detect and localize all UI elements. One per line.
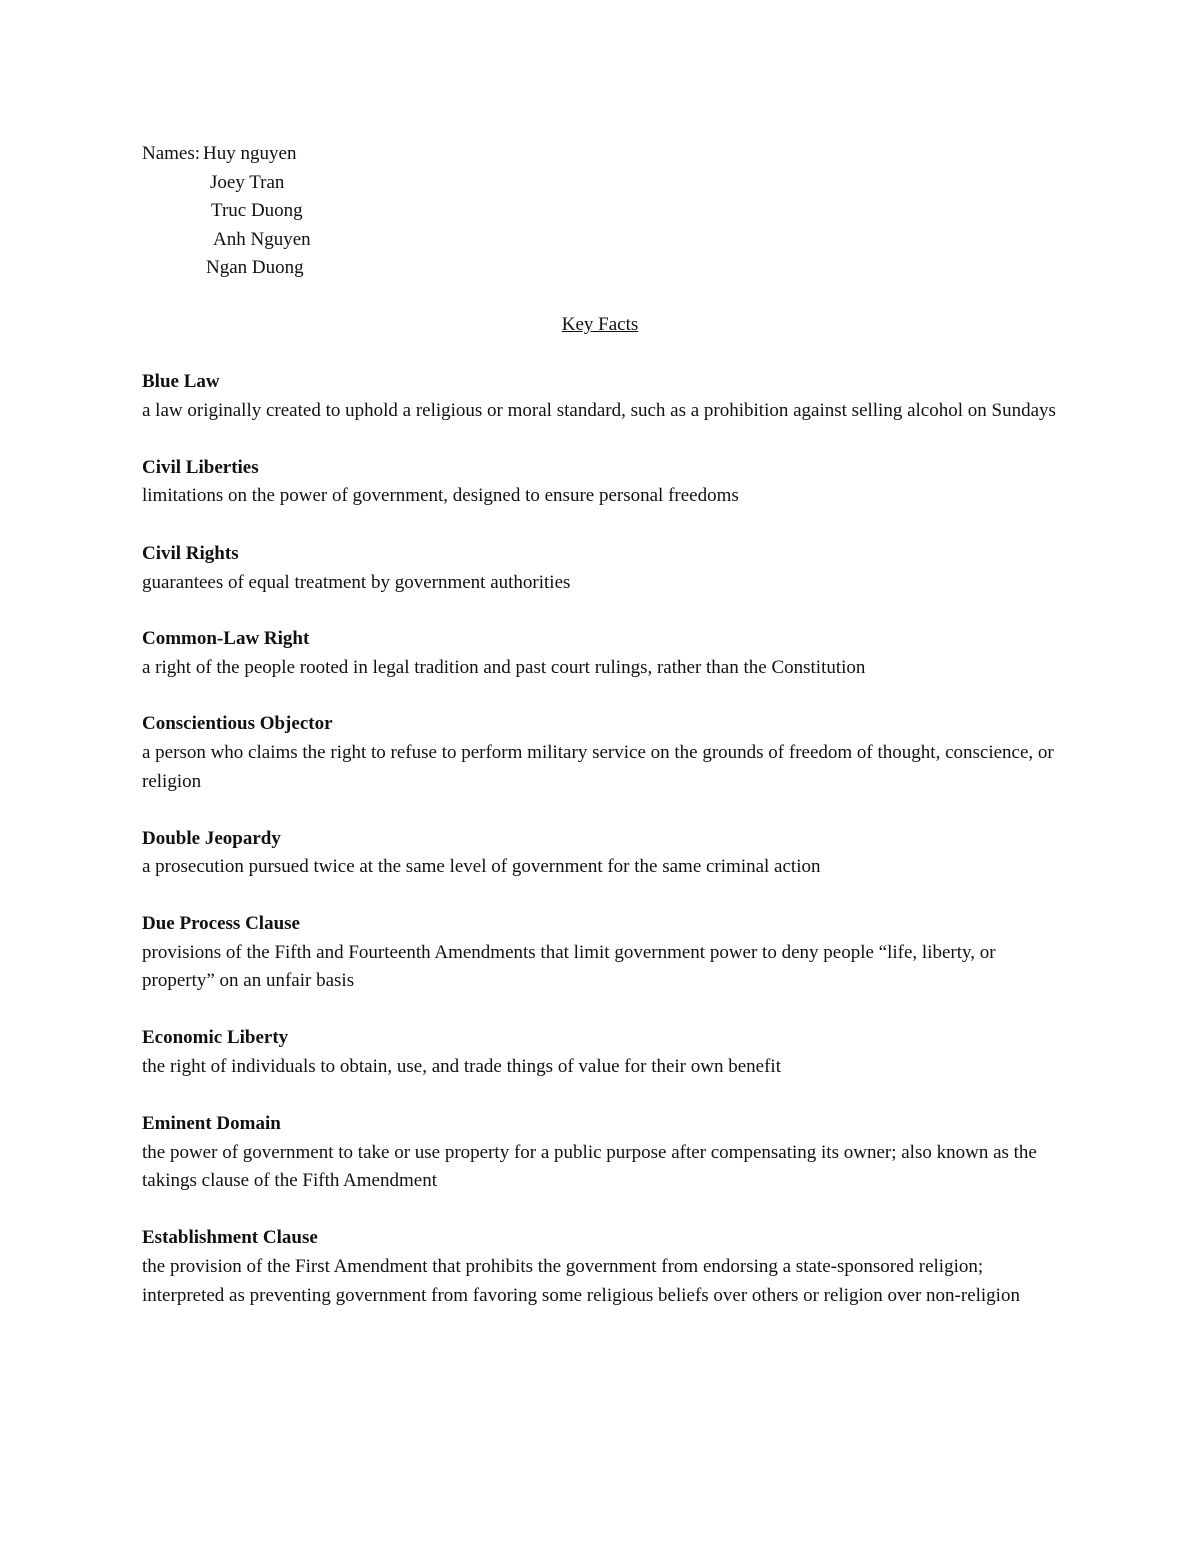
fact-term: Conscientious Objector — [142, 713, 333, 735]
fact-definition: a right of the people rooted in legal tradition and past court rulings, rather than the Constitution — [142, 656, 866, 678]
name-item: Truc Duong — [211, 200, 303, 222]
fact-definition: the power of government to take or use property for a public purpose after compensating its owner; also known as the takings clause of the Fifth Amendment — [142, 1141, 1037, 1192]
name-item: Ngan Duong — [206, 257, 304, 279]
names-row — [142, 197, 311, 226]
fact-definition: a prosecution pursued twice at the same level of government for the same criminal action — [142, 856, 821, 878]
fact-term: Establishment Clause — [142, 1227, 318, 1249]
name-item: Anh Nguyen — [213, 228, 311, 250]
page-heading — [0, 311, 1200, 340]
fact-definition: provisions of the Fifth and Fourteenth Amendments that limit government power to deny people “life, liberty, or property” on an unfair basis — [142, 941, 996, 992]
names-row — [142, 254, 311, 283]
fact-definition: the right of individuals to obtain, use, and trade things of value for their own benefit — [142, 1055, 781, 1077]
fact-term: Blue Law — [142, 371, 220, 392]
fact-term: Economic Liberty — [142, 1027, 289, 1049]
name-item: Huy nguyen — [203, 143, 297, 164]
fact-item — [142, 1224, 1062, 1310]
fact-item — [142, 1024, 1062, 1081]
facts-list — [142, 368, 1062, 1310]
fact-definition: the provision of the First Amendment that prohibits the government from endorsing a state-sponsored religion; interpreted as preventing government from favoring some religious beliefs over others or religion over non-religion — [142, 1256, 1020, 1306]
fact-definition: a law originally created to uphold a religious or moral standard, such as a prohibition against selling alcohol on Sundays — [142, 399, 1056, 421]
fact-item — [142, 540, 1062, 597]
fact-term: Civil Liberties — [142, 456, 259, 478]
fact-term: Civil Rights — [142, 542, 239, 564]
heading-text: Key Facts — [561, 314, 639, 335]
fact-item — [142, 454, 1062, 511]
fact-term: Double Jeopardy — [142, 827, 281, 849]
fact-item — [142, 910, 1062, 996]
fact-term: Common-Law Right — [142, 628, 310, 650]
fact-item — [142, 710, 1062, 796]
fact-definition: guarantees of equal treatment by government authorities — [142, 571, 571, 593]
fact-item — [142, 368, 1062, 425]
names-row — [142, 226, 311, 255]
names-row — [142, 140, 311, 169]
fact-item — [142, 1110, 1062, 1196]
fact-term: Eminent Domain — [142, 1113, 281, 1135]
names-row — [142, 169, 311, 198]
names-block — [142, 140, 311, 283]
fact-definition: limitations on the power of government, designed to ensure personal freedoms — [142, 485, 739, 507]
names-label: Names: — [142, 143, 201, 164]
fact-item — [142, 625, 1062, 682]
fact-term: Due Process Clause — [142, 912, 300, 934]
fact-item — [142, 825, 1062, 882]
name-item: Joey Tran — [210, 171, 285, 193]
fact-definition: a person who claims the right to refuse to perform military service on the grounds of freedom of thought, conscience, or religion — [142, 741, 1054, 792]
